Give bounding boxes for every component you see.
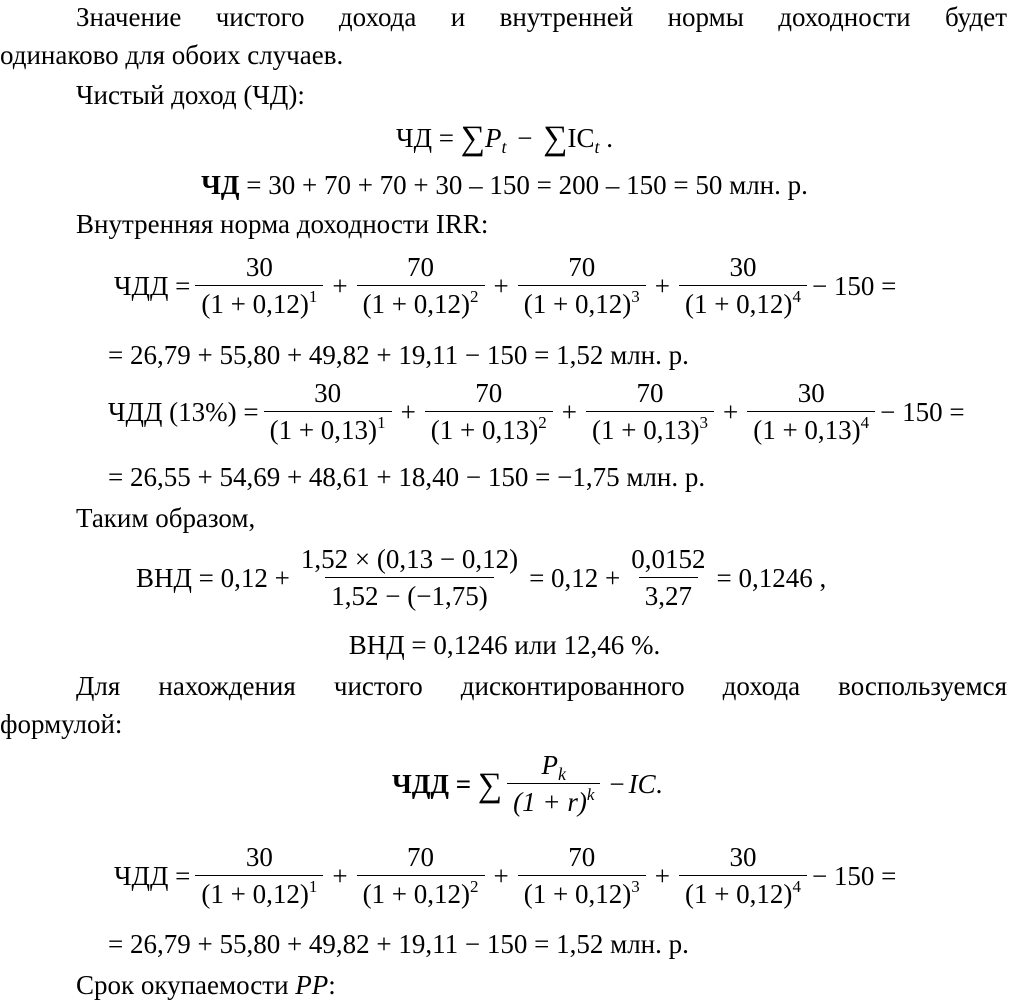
formula-chdd-general: ЧДД = ∑ $\frac{P_k}{(1 + r)^k}$ − IC . — [392, 750, 663, 817]
section-heading: Чистый доход (ЧД): — [76, 80, 305, 110]
paragraph-line: Для нахождения чистого дисконтированного дохода воспользуемся — [76, 671, 1007, 701]
chdd-12-repeat-result: = 26,79 + 55,80 + 49,82 + 19,11 − 150 = 1,52 млн. р. — [108, 929, 689, 959]
chdd-12-result: = 26,79 + 55,80 + 49,82 + 19,11 − 150 = 1,52 млн. р. — [108, 340, 689, 370]
pp-heading: Срок окупаемости PP: — [76, 970, 336, 1000]
chdd-13-result: = 26,55 + 54,69 + 48,61 + 18,40 − 150 = −1,75 млн. р. — [108, 462, 706, 492]
section-heading: Внутренняя норма доходности IRR: — [76, 209, 489, 239]
chd-calculation: ЧД = 30 + 70 + 70 + 30 – 150 = 200 – 150 = 50 млн. р. — [201, 170, 808, 200]
vnd-result: ВНД = 0,1246 или 12,46 %. — [348, 630, 661, 660]
formula-chdd-13: ЧДД (13%) = $\frac{30}{(1 + 0,13)^1}$ + $\frac{70}{(1 + 0,13)^2}$ + $\frac{70}{(1 + 0,13)^3}$ + $\frac{30}{(1 + 0,13)^4}$ − 150 = — [108, 378, 965, 445]
paragraph-line: Таким образом, — [76, 503, 256, 533]
paragraph-line: одинаково для обоих случаев. — [0, 40, 344, 70]
formula-vnd: ВНД = 0,12 + $\frac{1,52 \times (0,13 - 0,12)}{1,52 - (-1,75)}$ = 0,12 + $\frac{0,0152}{3,27}$ = 0,1246 , — [136, 544, 827, 611]
formula-chdd-12-repeat: ЧДД = $\frac{30}{(1 + 0,12)^1}$ + $\frac{70}{(1 + 0,12)^2}$ + $\frac{70}{(1 + 0,12)^3}$ + $\frac{30}{(1 + 0,12)^4}$ − 150 = — [114, 842, 897, 909]
paragraph-line: формулой: — [0, 709, 123, 739]
formula-chd: ЧД = $\sum P_t - \sum IC_t$ . — [396, 120, 613, 157]
formula-chdd-12: ЧДД = $\frac{30}{(1 + 0,12)^1}$ + $\frac{70}{(1 + 0,12)^2}$ + $\frac{70}{(1 + 0,12)^3}$ + $\frac{30}{(1 + 0,12)^4}$ − 150 = — [114, 252, 897, 319]
paragraph-line: Значение чистого дохода и внутренней нормы доходности будет — [76, 2, 1007, 32]
